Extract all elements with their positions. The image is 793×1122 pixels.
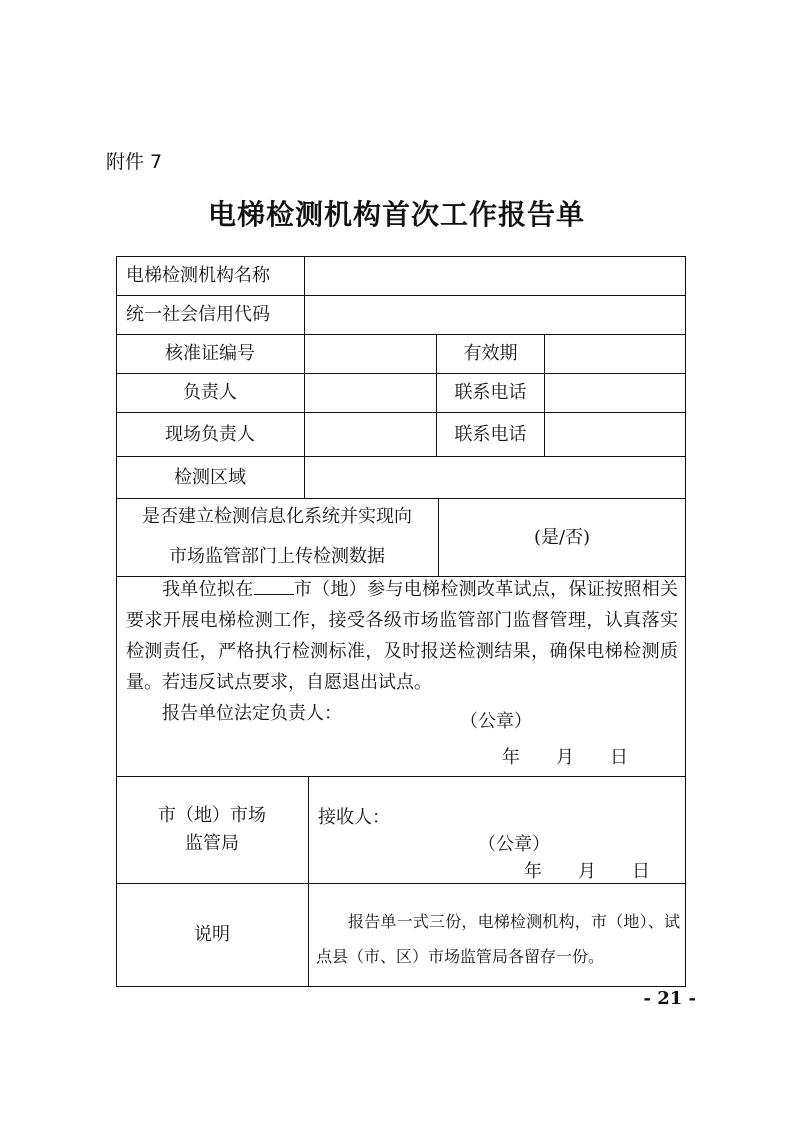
info-system-question-line1: 是否建立检测信息化系统并实现向 xyxy=(142,506,412,527)
principal-field[interactable] xyxy=(305,374,436,412)
principal-phone-field[interactable] xyxy=(545,374,685,412)
bureau-date: 年 月 日 xyxy=(524,861,650,882)
phone-label: 联系电话 xyxy=(454,382,527,403)
attachment-label: 附件 7 xyxy=(106,151,163,173)
bureau-seal: （公章） xyxy=(478,834,550,855)
city-blank-field[interactable] xyxy=(254,578,294,595)
pledge-text-rest: 市（地）参与电梯检测改革试点，保证按照相关要求开展电梯检测工作，接受各级市场监管部门监督管理，认真落实检测责任，严格执行检测标准，及时报送检测结果，确保电梯检测质量。若违反试点要求，自愿退出试点。 xyxy=(126,579,679,693)
phone-label: 联系电话 xyxy=(454,423,527,445)
table-border-bottom xyxy=(116,986,686,987)
report-form-table xyxy=(116,256,686,987)
site-principal-phone-field[interactable] xyxy=(545,413,685,456)
agency-name-field[interactable] xyxy=(305,257,685,295)
validity-label: 有效期 xyxy=(463,343,518,364)
info-system-question-line2: 市场监管部门上传检测数据 xyxy=(169,546,385,567)
region-field[interactable] xyxy=(305,457,685,498)
pledge-statement xyxy=(126,574,678,729)
agency-name-label: 电梯检测机构名称 xyxy=(126,265,270,286)
page-title: 电梯检测机构首次工作报告单 xyxy=(207,198,585,231)
validity-field[interactable] xyxy=(545,335,685,373)
receiver-label: 接收人： xyxy=(318,807,390,828)
info-system-question xyxy=(116,498,438,576)
bureau-label-line2: 监管局 xyxy=(185,832,239,854)
cert-no-field[interactable] xyxy=(305,335,436,373)
credit-code-field[interactable] xyxy=(305,296,685,334)
note-paragraph: 报告单一式三份，电梯检测机构，市（地）、试点县（市、区）市场监管局各留存一份。 xyxy=(316,912,680,966)
info-system-answer[interactable]: (是/否) xyxy=(533,527,591,548)
table-border-right xyxy=(685,256,686,987)
principal-label: 负责人 xyxy=(183,382,237,403)
column-divider xyxy=(308,776,309,986)
pledge-text-start: 我单位拟在 xyxy=(162,579,254,600)
region-label: 检测区域 xyxy=(174,466,246,488)
site-principal-label: 现场负责人 xyxy=(165,423,255,445)
credit-code-label: 统一社会信用代码 xyxy=(126,304,270,325)
pledge-date: 年 月 日 xyxy=(502,747,628,768)
site-principal-field[interactable] xyxy=(305,413,436,456)
note-label: 说明 xyxy=(194,924,230,945)
signatory-label: 报告单位法定负责人： xyxy=(162,703,342,724)
pledge-seal: （公章） xyxy=(460,711,532,732)
cert-no-label: 核准证编号 xyxy=(165,343,255,364)
bureau-label xyxy=(116,776,308,883)
page-number: - 21 - xyxy=(643,988,696,1009)
note-text xyxy=(316,904,680,974)
bureau-label-line1: 市（地）市场 xyxy=(158,804,266,826)
